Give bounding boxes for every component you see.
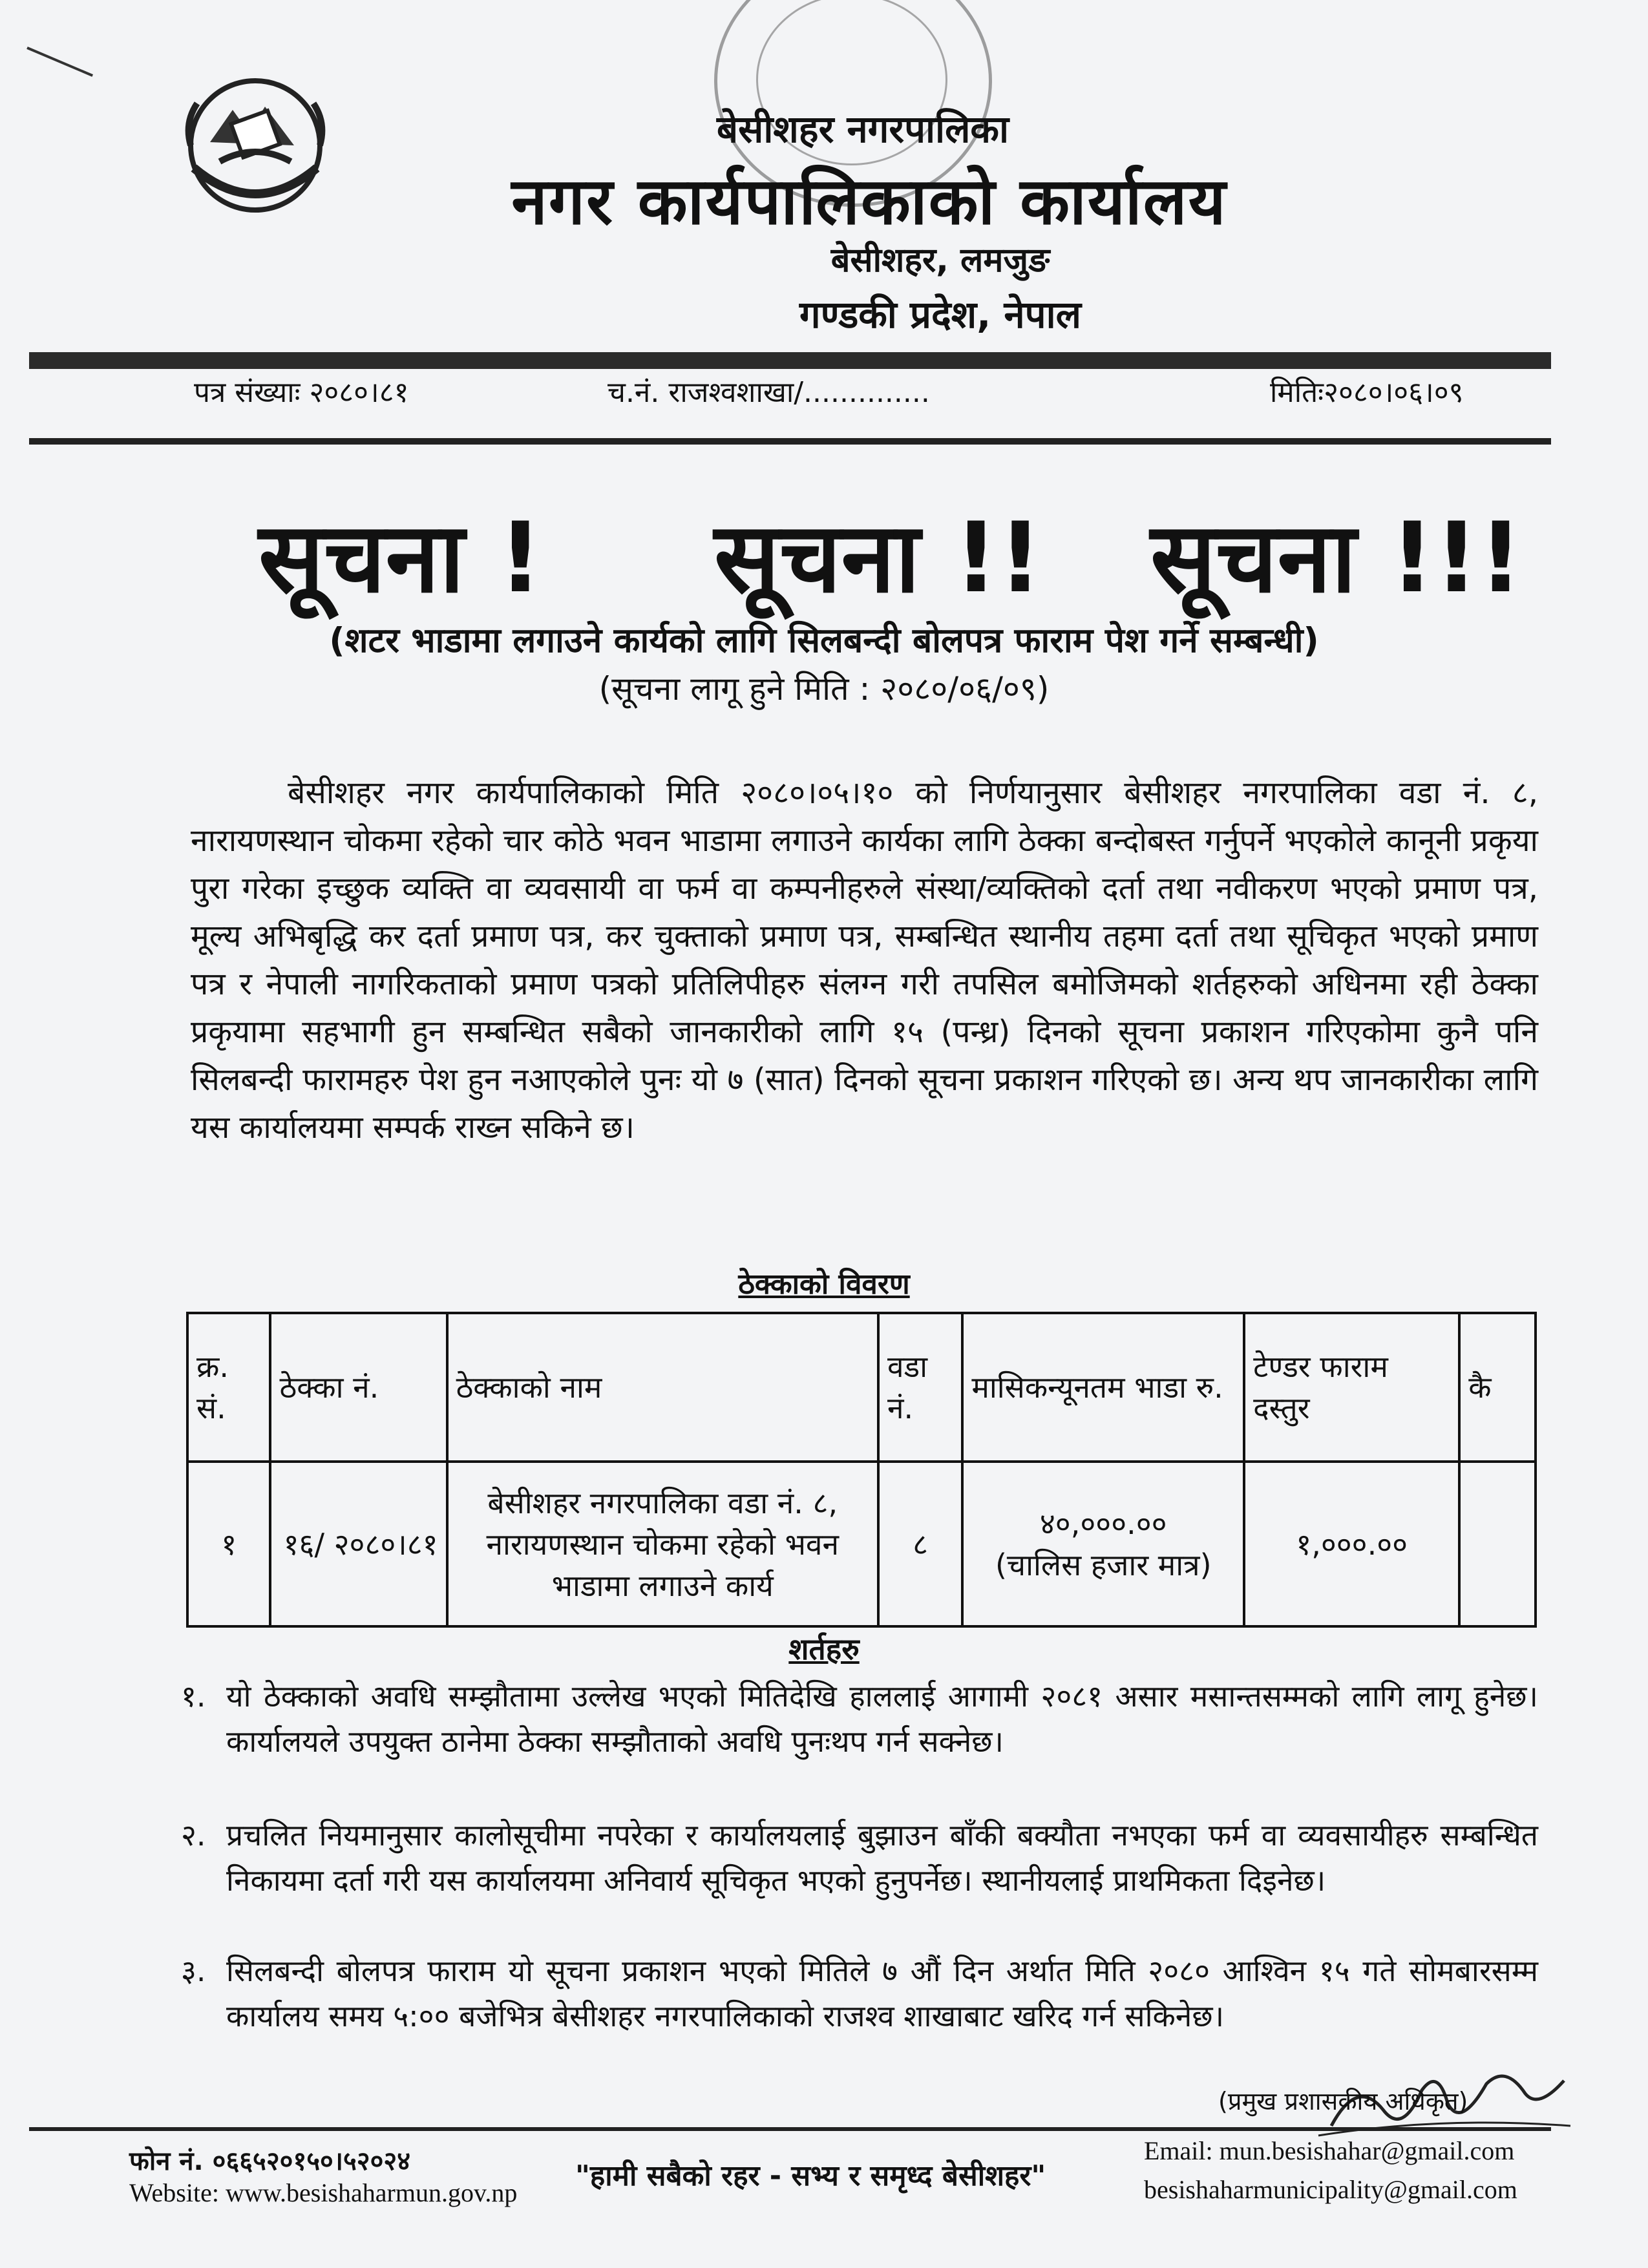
cell-remarks — [1459, 1462, 1536, 1626]
dispatch-number: च.नं. राजश्वशाखा/.............. — [607, 376, 930, 409]
cell-sn: १ — [187, 1462, 270, 1626]
cell-contract-name: बेसीशहर नगरपालिका वडा नं. ८, नारायणस्थान चोकमा रहेको भवन भाडामा लगाउने कार्य — [447, 1462, 878, 1626]
notice-heading-3: सूचना !!! — [1150, 502, 1523, 614]
table-header-row — [187, 1313, 1536, 1462]
header-divider — [29, 352, 1551, 369]
notice-heading-1: सूचना ! — [259, 502, 543, 614]
header-ward: वडा नं. — [878, 1313, 962, 1462]
province-country: गण्डकी प्रदेश, नेपाल — [799, 293, 1081, 337]
footer-email-1: Email: mun.besishahar@gmail.com — [1144, 2136, 1515, 2165]
conditions-title: शर्तहरु — [788, 1632, 860, 1666]
condition-text: प्रचलित नियमानुसार कालोसूचीमा नपरेका र कार्यालयलाई बुझाउन बाँकी बक्यौता नभएका फर्म वा व्यवसायीहरु सम्बन्धित निकायमा दर्ता गरी यस कार्यालयमा अनिवार्य सूचिकृत भएको हुनुपर्नेछ। स्थानीयलाई प्राथमिकता दिइनेछ। — [226, 1818, 1538, 1898]
condition-item — [181, 1674, 1538, 1764]
footer-phone: फोन नं. ०६६५२०१५०।५२०२४ — [129, 2147, 411, 2176]
rent-in-words: (चालिस हजार मात्र) — [995, 1547, 1212, 1582]
letter-date: मितिः२०८०।०६।०९ — [1270, 376, 1464, 409]
condition-item — [181, 1812, 1538, 1903]
header-remarks: कै — [1459, 1313, 1536, 1462]
notice-body: बेसीशहर नगर कार्यपालिकाको मिति २०८०।०५।१० को निर्णयानुसार बेसीशहर नगरपालिका वडा नं. ८, नारायणस्थान चोकमा रहेको चार कोठे भवन भाडामा लगाउने कार्यका लागि ठेक्का बन्दोबस्त गर्नुपर्ने भएकोले कानूनी प्रकृया पुरा गरेका इच्छुक व्यक्ति वा व्यवसायी वा फर्म वा कम्पनीहरुले संस्था/व्यक्तिको दर्ता तथा नवीकरण भएको प्रमाण पत्र, मूल्य अभिबृद्धि कर दर्ता प्रमाण पत्र, कर चुक्ताको प्रमाण पत्र, सम्बन्धित स्थानीय तहमा दर्ता तथा सूचिकृत भएको प्रमाण पत्र र नेपाली नागरिकताको प्रमाण पत्रको प्रतिलिपीहरु संलग्न गरी तपसिल बमोजिमको शर्तहरुको अधिनमा रही ठेक्का प्रकृयामा सहभागी हुन सम्बन्धित सबैको जानकारीको लागि १५ (पन्ध्र) दिनको सूचना प्रकाशन गरिएकोमा कुनै पनि सिलबन्दी फारामहरु पेश हुन नआएकोले पुनः यो ७ (सात) दिनको सूचना प्रकाशन गरिएको छ। अन्य थप जानकारीका लागि यस कार्यालयमा सम्पर्क राख्न सकिने छ। — [191, 775, 1538, 1146]
office-location: बेसीशहर, लमजुङ — [830, 241, 1050, 280]
header-tender-fee: टेण्डर फाराम दस्तुर — [1244, 1313, 1459, 1462]
header-contract-no: ठेक्का नं. — [270, 1313, 447, 1462]
header-sn: क्र. सं. — [187, 1313, 270, 1462]
condition-number: १. — [181, 1679, 206, 1714]
condition-number: २. — [181, 1818, 206, 1853]
effective-date: (सूचना लागू हुने मिति : २०८०/०६/०९) — [598, 670, 1050, 708]
signatory-designation: (प्रमुख प्रशासकीय अधिकृत) — [1218, 2087, 1468, 2116]
header-min-rent: मासिकन्यूनतम भाडा रु. — [962, 1313, 1244, 1462]
table-title: ठेक्काको विवरण — [738, 1268, 910, 1301]
office-name: नगर कार्यपालिकाको कार्यालय — [511, 163, 1227, 239]
header-contract-name: ठेक्काको नाम — [447, 1313, 878, 1462]
footer-slogan: "हामी सबैको रहर - सभ्य र समृध्द बेसीशहर" — [575, 2159, 1046, 2192]
footer-divider — [29, 2127, 1551, 2131]
condition-text: यो ठेक्काको अवधि सम्झौतामा उल्लेख भएको मितिदेखि हाललाई आगामी २०८१ असार मसान्तसम्मको लागि लागू हुनेछ। कार्यालयले उपयुक्त ठानेमा ठेक्का सम्झौताको अवधि पुनःथप गर्न सक्नेछ। — [226, 1679, 1538, 1759]
condition-item — [181, 1948, 1538, 2039]
contract-table — [186, 1312, 1537, 1628]
table-row — [187, 1462, 1536, 1626]
municipality-name: बेसीशहर नगरपालिका — [717, 107, 1009, 151]
letter-number: पत्र संख्याः २०८०।८१ — [194, 376, 409, 409]
footer-email-2: besishaharmunicipality@gmail.com — [1144, 2175, 1517, 2204]
notice-subject: (शटर भाडामा लगाउने कार्यको लागि सिलबन्दी बोलपत्र फाराम पेश गर्ने सम्बन्धी) — [329, 621, 1319, 660]
cell-ward: ८ — [878, 1462, 962, 1626]
rent-amount: ४०,०००.०० — [1039, 1506, 1167, 1541]
pen-mark — [26, 47, 93, 77]
condition-number: ३. — [181, 1953, 206, 1988]
notice-heading-2: सूचना !! — [714, 502, 1042, 614]
reference-divider — [29, 438, 1551, 445]
footer-website: Website: www.besishaharmun.gov.np — [129, 2178, 518, 2207]
cell-tender-fee: १,०००.०० — [1244, 1462, 1459, 1626]
cell-contract-no: १६/ २०८०।८१ — [270, 1462, 447, 1626]
condition-text: सिलबन्दी बोलपत्र फाराम यो सूचना प्रकाशन भएको मितिले ७ औं दिन अर्थात मिति २०८० आश्विन १५ गते सोमबारसम्म कार्यालय समय ५:०० बजेभित्र बेसीशहर नगरपालिकाको राजश्व शाखाबाट खरिद गर्न सकिनेछ। — [226, 1953, 1538, 2033]
cell-min-rent — [962, 1462, 1244, 1626]
